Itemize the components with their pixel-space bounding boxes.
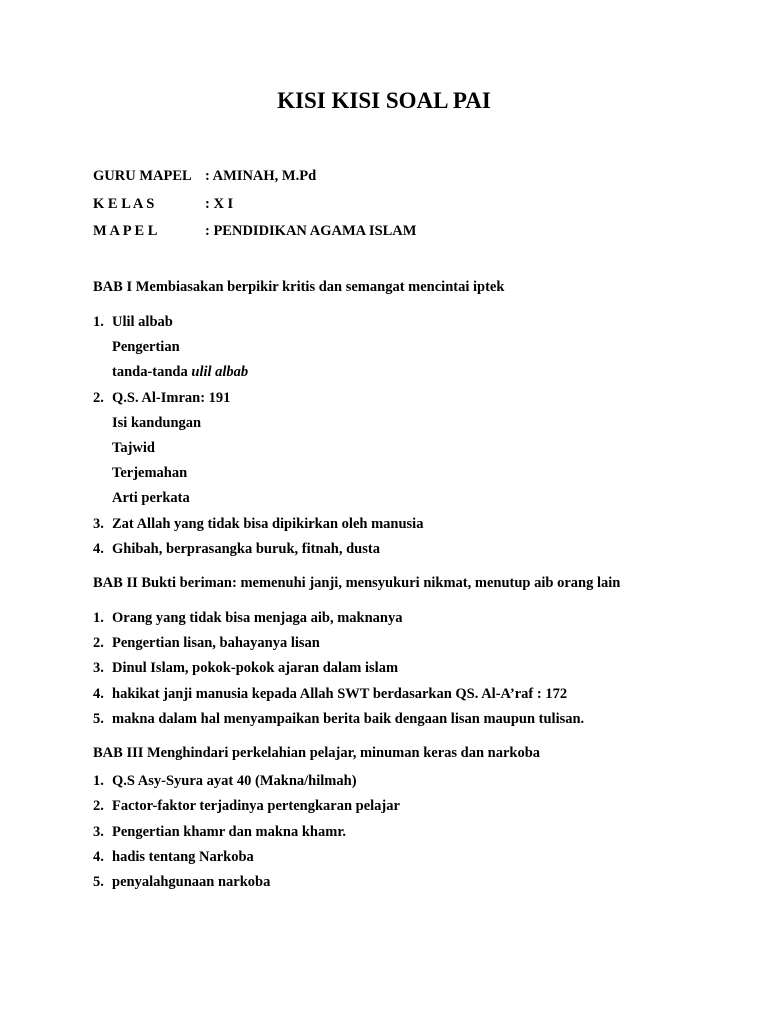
meta-value-guru: : AMINAH, M.Pd xyxy=(205,168,317,184)
bab2-heading: BAB II Bukti beriman: memenuhi janji, mensyukuri nikmat, menutup aib orang lain xyxy=(93,575,621,591)
list-item-text: Dinul Islam, pokok-pokok ajaran dalam islam xyxy=(112,660,399,677)
meta-label-mapel: M A P E L xyxy=(93,223,158,239)
page-title: KISI KISI SOAL PAI xyxy=(277,88,491,113)
list-item-text: Arti perkata xyxy=(112,490,190,507)
list-item-text: Pengertian xyxy=(112,339,180,356)
bab1-heading: BAB I Membiasakan berpikir kritis dan semangat mencintai iptek xyxy=(93,279,505,295)
list-item-text: Tajwid xyxy=(112,440,155,456)
list-item-text: hakikat janji manusia kepada Allah SWT berdasarkan QS. Al-A’raf : 172 xyxy=(112,685,568,702)
list-item-text: Ghibah, berprasangka buruk, fitnah, dusta xyxy=(112,540,380,557)
list-item-text: Q.S. Al-Imran: 191 xyxy=(112,389,231,406)
list-item-text: hadis tentang Narkoba xyxy=(112,848,254,865)
meta-label-guru: GURU MAPEL xyxy=(93,168,192,184)
list-item-emphasis: ulil albab xyxy=(191,364,249,381)
list-item-number: 2. xyxy=(93,798,104,815)
list-item-number: 1. xyxy=(93,314,104,330)
meta-value-mapel: : PENDIDIKAN AGAMA ISLAM xyxy=(205,223,417,239)
list-item-number: 4. xyxy=(93,848,104,865)
list-item-number: 4. xyxy=(93,685,104,702)
list-item-text: Pengertian khamr dan makna khamr. xyxy=(112,823,347,840)
list-item-number: 3. xyxy=(93,515,104,532)
list-item-number: 2. xyxy=(93,389,104,406)
bab3-heading: BAB III Menghindari perkelahian pelajar, minuman keras dan narkoba xyxy=(93,745,541,761)
list-item-text: tanda-tanda ulil albab xyxy=(112,364,249,381)
list-item-text: Isi kandungan xyxy=(112,414,202,431)
meta-value-kelas: : X I xyxy=(205,196,234,212)
list-item-number: 1. xyxy=(93,610,104,626)
list-item-text: makna dalam hal menyampaikan berita baik dengaan lisan maupun tulisan. xyxy=(112,710,585,727)
list-item-number: 3. xyxy=(93,660,104,677)
list-item-text: Q.S Asy-Syura ayat 40 (Makna/hilmah) xyxy=(112,773,357,789)
list-item-number: 2. xyxy=(93,635,104,652)
meta-label-kelas: K E L A S xyxy=(93,196,155,212)
list-item-text: Orang yang tidak bisa menjaga aib, maknanya xyxy=(112,610,403,626)
list-item-text: Terjemahan xyxy=(112,465,188,482)
list-item-text: penyalahgunaan narkoba xyxy=(112,874,271,891)
list-item-text: Ulil albab xyxy=(112,314,173,330)
list-item-number: 4. xyxy=(93,540,104,557)
list-item-number: 5. xyxy=(93,710,104,727)
list-item-number: 3. xyxy=(93,823,104,840)
list-item-number: 5. xyxy=(93,874,104,891)
list-item-number: 1. xyxy=(93,773,104,789)
list-item-text: Pengertian lisan, bahayanya lisan xyxy=(112,635,320,652)
list-item-text: Factor-faktor terjadinya pertengkaran pelajar xyxy=(112,798,400,815)
list-item-text: Zat Allah yang tidak bisa dipikirkan oleh manusia xyxy=(112,515,424,532)
